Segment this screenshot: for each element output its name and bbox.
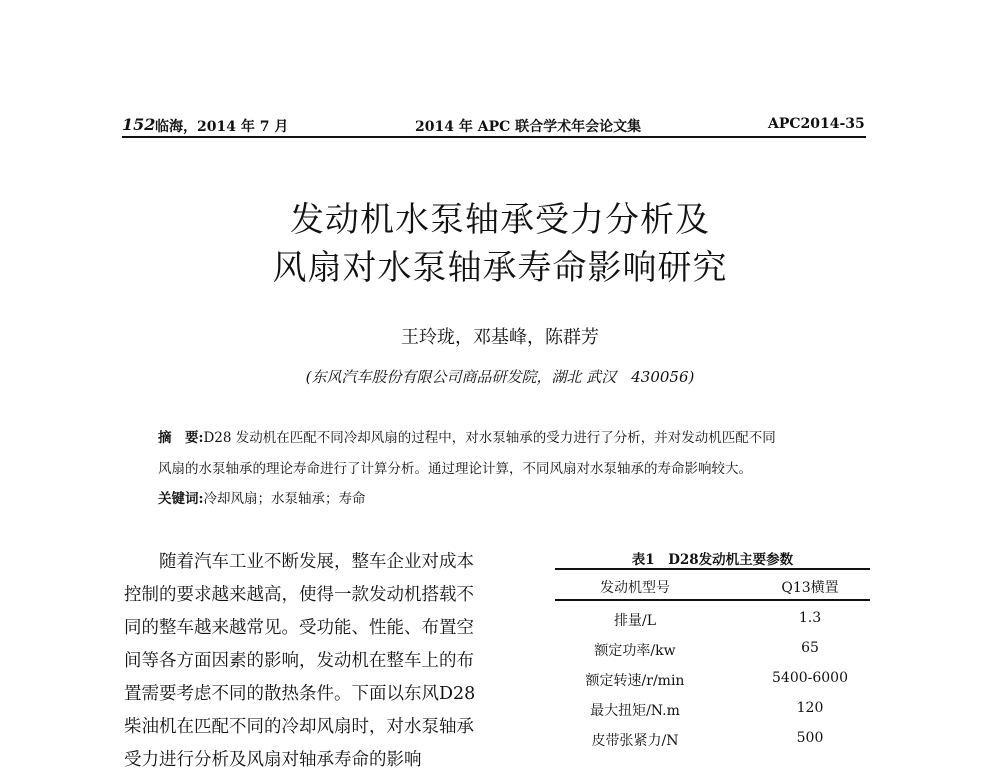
body-line-6: 柴油机在匹配不同的冷却风扇时，对水泵轴承 [124, 717, 474, 737]
paper-title-line-2: 风扇对水泵轴承寿命影响研究 [272, 248, 728, 288]
table-cell: 65 [801, 640, 819, 656]
abstract-line-1 [158, 426, 776, 446]
table-top-rule [555, 568, 870, 570]
table-cell: 500 [796, 730, 824, 746]
keywords-text: 冷却风扇；水泵轴承；寿命 [203, 491, 366, 507]
header-conference-date: 临海，2014 年 7 月 [155, 119, 289, 135]
body-line-1: 随着汽车工业不断发展，整车企业对成本 [124, 552, 474, 572]
table-header-cell: 发动机型号 [600, 580, 670, 596]
affiliation: (东风汽车股份有限公司商品研发院，湖北 武汉 430056) [305, 368, 695, 386]
table-cell: 皮带张紧力/N [591, 733, 679, 749]
body-line-4: 间等各方面因素的影响，发动机在整车上的布 [124, 651, 474, 671]
paper-title-line-1: 发动机水泵轴承受力分析及 [290, 200, 710, 240]
table-caption: 表1 D28发动机主要参数 [631, 552, 794, 568]
keywords [158, 487, 365, 507]
header-proceedings-title: 2014 年 APC 联合学术年会论文集 [415, 119, 642, 135]
abstract-line-2: 风扇的水泵轴承的理论寿命进行了计算分析。通过理论计算，不同风扇对水泵轴承的寿命影响较大。 [158, 461, 752, 477]
table-cell: 额定转速/r/min [585, 673, 685, 689]
body-line-3: 同的整车越来越常见。受功能、性能、布置空 [124, 618, 474, 638]
table-cell: 5400-6000 [772, 670, 848, 686]
table-cell: 额定功率/kw [594, 643, 676, 659]
table-cell: 120 [796, 700, 824, 716]
table-cell: 1.3 [798, 610, 822, 626]
table-cell: 排量/L [613, 613, 656, 629]
header-paper-id: APC2014-35 [768, 116, 865, 132]
abstract-text-1: D28 发动机在匹配不同冷却风扇的过程中，对水泵轴承的受力进行了分析，并对发动机匹配不同 [203, 430, 776, 446]
body-line-7: 受力进行分析及风扇对轴承寿命的影响 [124, 750, 422, 770]
table-cell: 最大扭矩/N.m [590, 703, 680, 719]
page-number: 152 [122, 115, 156, 134]
abstract-label: 摘 要: [158, 430, 204, 446]
authors: 王玲珑，邓基峰，陈群芳 [401, 327, 599, 348]
header-rule [122, 136, 866, 138]
body-line-5: 置需要考虑不同的散热条件。下面以东风D28 [124, 684, 476, 704]
keywords-label: 关键词: [158, 491, 204, 507]
table-header-cell: Q13横置 [781, 580, 839, 596]
table-header-rule [555, 599, 870, 601]
body-line-2: 控制的要求越来越高，使得一款发动机搭载不 [124, 585, 474, 605]
